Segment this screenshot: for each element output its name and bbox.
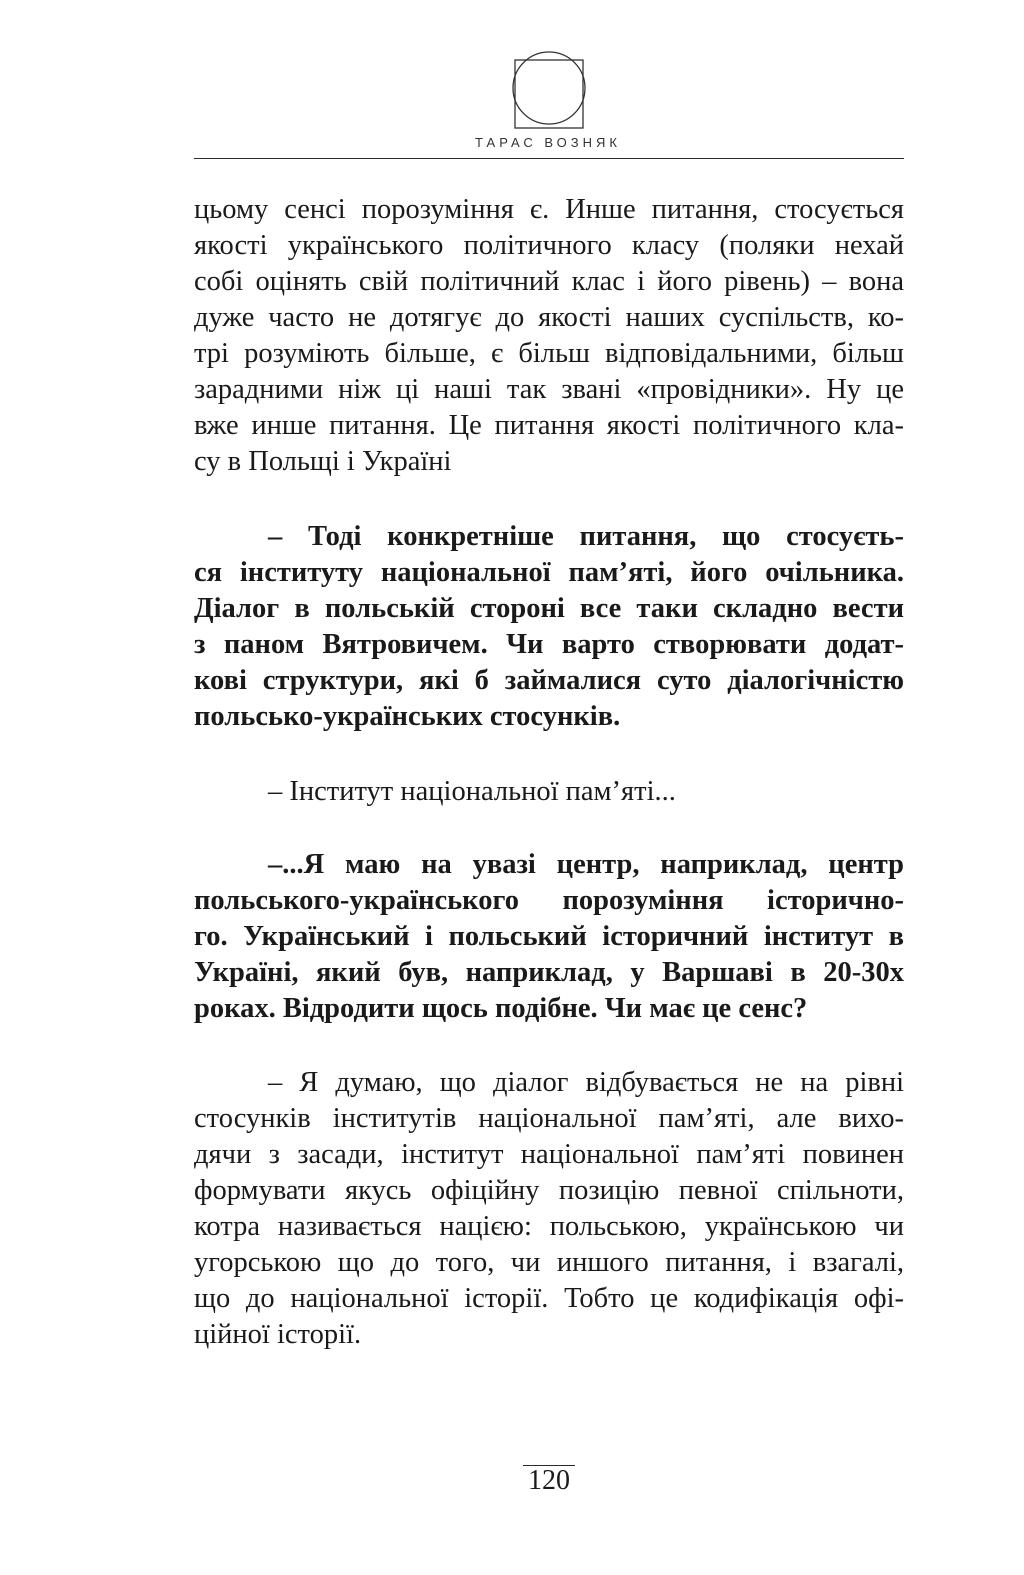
text-line: дячи з засади, інститут національної пам’яті повинен <box>194 1139 904 1170</box>
text-line: формувати якусь офіційну позицію певної спільноти, <box>194 1175 904 1206</box>
paragraph-5 <box>194 1065 904 1353</box>
text-line: котра називається нацією: польською, українською чи <box>194 1211 904 1242</box>
paragraph-4-question <box>194 847 904 1027</box>
text-line: – Я думаю, що діалог відбувається не на рівні <box>268 1067 904 1098</box>
text-line: – Інститут національної пам’яті... <box>268 776 676 807</box>
text-line: ційної історії. <box>194 1319 362 1350</box>
text-line: якості українського політичного класу (поляки нехай <box>194 230 904 261</box>
text-line: дуже часто не дотягує до якості наших суспільств, ко- <box>194 302 904 333</box>
text-line: вже инше питання. Це питання якості політичного кла- <box>194 410 904 441</box>
paragraph-2-question <box>194 519 904 735</box>
text-line: кові структури, які б займалися суто діалогічністю <box>194 665 904 696</box>
text-line: польсько-українських стосунків. <box>194 701 621 732</box>
text-line: трі розуміють більше, є більш відповідальними, більш <box>194 338 904 369</box>
paragraph-3 <box>194 774 904 810</box>
text-line: –...Я маю на увазі центр, наприклад, центр <box>268 849 904 880</box>
text-line: собі оцінять свій політичний клас і його рівень) – вона <box>194 266 904 297</box>
header-divider <box>194 158 904 159</box>
text-line: стосунків інститутів національної пам’яті, але вихо- <box>194 1103 904 1134</box>
text-line: – Тоді конкретніше питання, що стосуєть- <box>268 521 904 552</box>
text-line: Україні, який був, наприклад, у Варшаві в 20-30х <box>194 957 904 988</box>
text-line: цьому сенсі порозуміння є. Инше питання, стосується <box>194 194 904 225</box>
text-line: з паном Вятровичем. Чи варто створювати додат- <box>194 629 904 660</box>
page-number: 120 <box>528 1465 570 1496</box>
header-emblem-icon <box>509 46 589 138</box>
text-line: го. Український і польський історичний інститут в <box>194 921 904 952</box>
text-line: су в Польщі і Україні <box>194 446 452 477</box>
text-line: зарадними ніж ці наші так звані «провідники». Ну це <box>194 374 904 405</box>
text-line: угорською що до того, чи иншого питання, і взагалі, <box>194 1247 904 1278</box>
text-line: польського-українського порозуміння історично- <box>194 885 904 916</box>
text-line: що до національної історії. Тобто це кодифікація офі- <box>194 1283 904 1314</box>
running-header-author: ТАРАС ВОЗНЯК <box>475 135 621 150</box>
paragraph-1 <box>194 192 904 480</box>
text-line: роках. Відродити щось подібне. Чи має це сенс? <box>194 993 808 1024</box>
text-line: Діалог в польській стороні все таки складно вести <box>194 593 904 624</box>
text-line: ся інституту національної пам’яті, його очільника. <box>194 557 904 588</box>
